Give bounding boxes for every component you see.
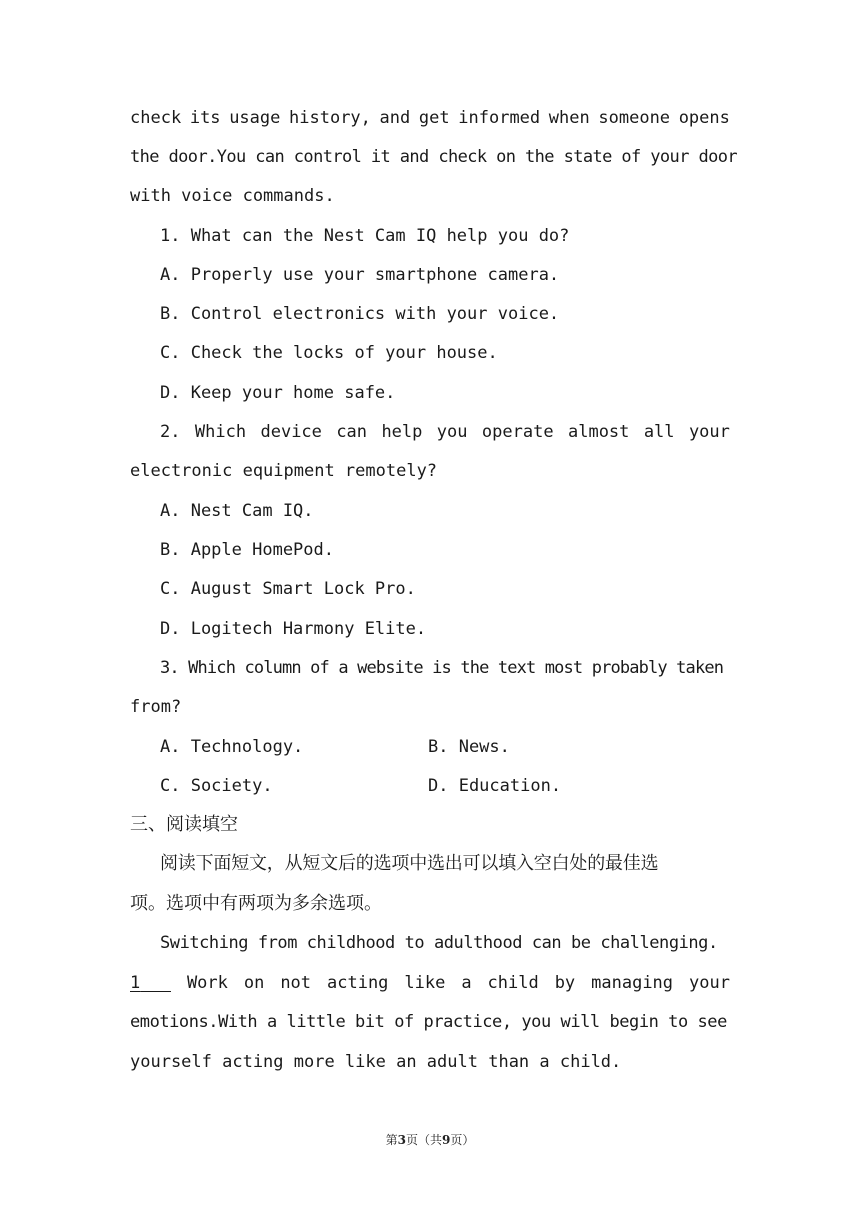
word: like xyxy=(404,973,446,993)
word: informed xyxy=(458,108,541,128)
question-1-option-d: D. Keep your home safe. xyxy=(160,383,396,403)
word: child xyxy=(487,973,539,993)
word: 2. xyxy=(160,422,181,442)
question-2-option-b: B. Apple HomePod. xyxy=(160,540,334,560)
word: get xyxy=(418,108,450,128)
section-instruction-line-2: 项。选项中有两项为多余选项。 xyxy=(130,893,382,914)
question-2-option-a: A. Nest Cam IQ. xyxy=(160,501,314,521)
word: your xyxy=(689,973,730,993)
question-2-stem-line-2: electronic equipment remotely? xyxy=(130,461,438,481)
question-1-stem: 1. What can the Nest Cam IQ help you do? xyxy=(160,226,570,246)
word: can xyxy=(336,422,368,442)
word: usage xyxy=(229,108,281,128)
cloze-para-line-4: yourself acting more like an adult than a child. xyxy=(130,1052,622,1072)
page-total: 9 xyxy=(442,1133,451,1147)
question-3-option-b: B. News. xyxy=(428,737,510,757)
question-3-option-a: A. Technology. xyxy=(160,737,304,757)
page-number: 3 xyxy=(397,1133,406,1147)
word: Work xyxy=(186,973,228,993)
question-3-stem-line-2: from? xyxy=(130,697,182,717)
question-3-option-c: C. Society. xyxy=(160,776,273,796)
cloze-para-line-2 xyxy=(130,971,730,995)
word: help xyxy=(381,422,423,442)
word: by xyxy=(554,973,576,993)
word: you xyxy=(436,422,468,442)
cloze-para-line-3: emotions.With a little bit of practice, you will begin to see xyxy=(130,1012,727,1032)
word: someone xyxy=(598,108,671,128)
word: history, xyxy=(289,108,371,128)
word: all xyxy=(643,422,675,442)
section-heading: 三、阅读填空 xyxy=(130,814,238,835)
word: your xyxy=(688,422,730,442)
word: on xyxy=(243,973,265,993)
footer-mid: 页（共 xyxy=(405,1133,442,1147)
question-2-stem-line-1 xyxy=(160,420,730,444)
question-1-option-c: C. Check the locks of your house. xyxy=(160,343,498,363)
passage-line-2: the door.You can control it and check on the state of your door xyxy=(130,147,737,167)
word: its xyxy=(189,108,221,128)
word: and xyxy=(379,108,411,128)
footer-suffix: 页） xyxy=(450,1133,475,1147)
word: acting xyxy=(327,973,389,993)
word: check xyxy=(130,108,182,128)
word: a xyxy=(461,973,472,993)
word: managing xyxy=(591,973,674,993)
word: device xyxy=(260,422,322,442)
word: opens xyxy=(678,108,730,128)
cloze-para-line-1: Switching from childhood to adulthood can be challenging. xyxy=(160,933,718,953)
question-3-stem-line-1: 3. Which column of a website is the text most probably taken xyxy=(160,658,724,678)
footer-prefix: 第 xyxy=(385,1133,398,1147)
cloze-blank-1: 1 xyxy=(130,973,141,993)
section-instruction-line-1: 阅读下面短文，从短文后的选项中选出可以填入空白处的最佳选 xyxy=(160,853,659,874)
question-1-option-a: A. Properly use your smartphone camera. xyxy=(160,265,560,285)
page-footer xyxy=(0,1131,860,1148)
word: when xyxy=(548,108,590,128)
word: Which xyxy=(194,422,247,442)
question-2-option-d: D. Logitech Harmony Elite. xyxy=(160,619,427,639)
word: not xyxy=(280,973,312,993)
passage-line-1 xyxy=(130,106,730,130)
question-1-option-b: B. Control electronics with your voice. xyxy=(160,304,560,324)
word: almost xyxy=(567,422,630,442)
passage-line-3: with voice commands. xyxy=(130,186,335,206)
question-3-option-d: D. Education. xyxy=(428,776,562,796)
question-2-option-c: C. August Smart Lock Pro. xyxy=(160,579,416,599)
word: operate xyxy=(481,422,554,442)
